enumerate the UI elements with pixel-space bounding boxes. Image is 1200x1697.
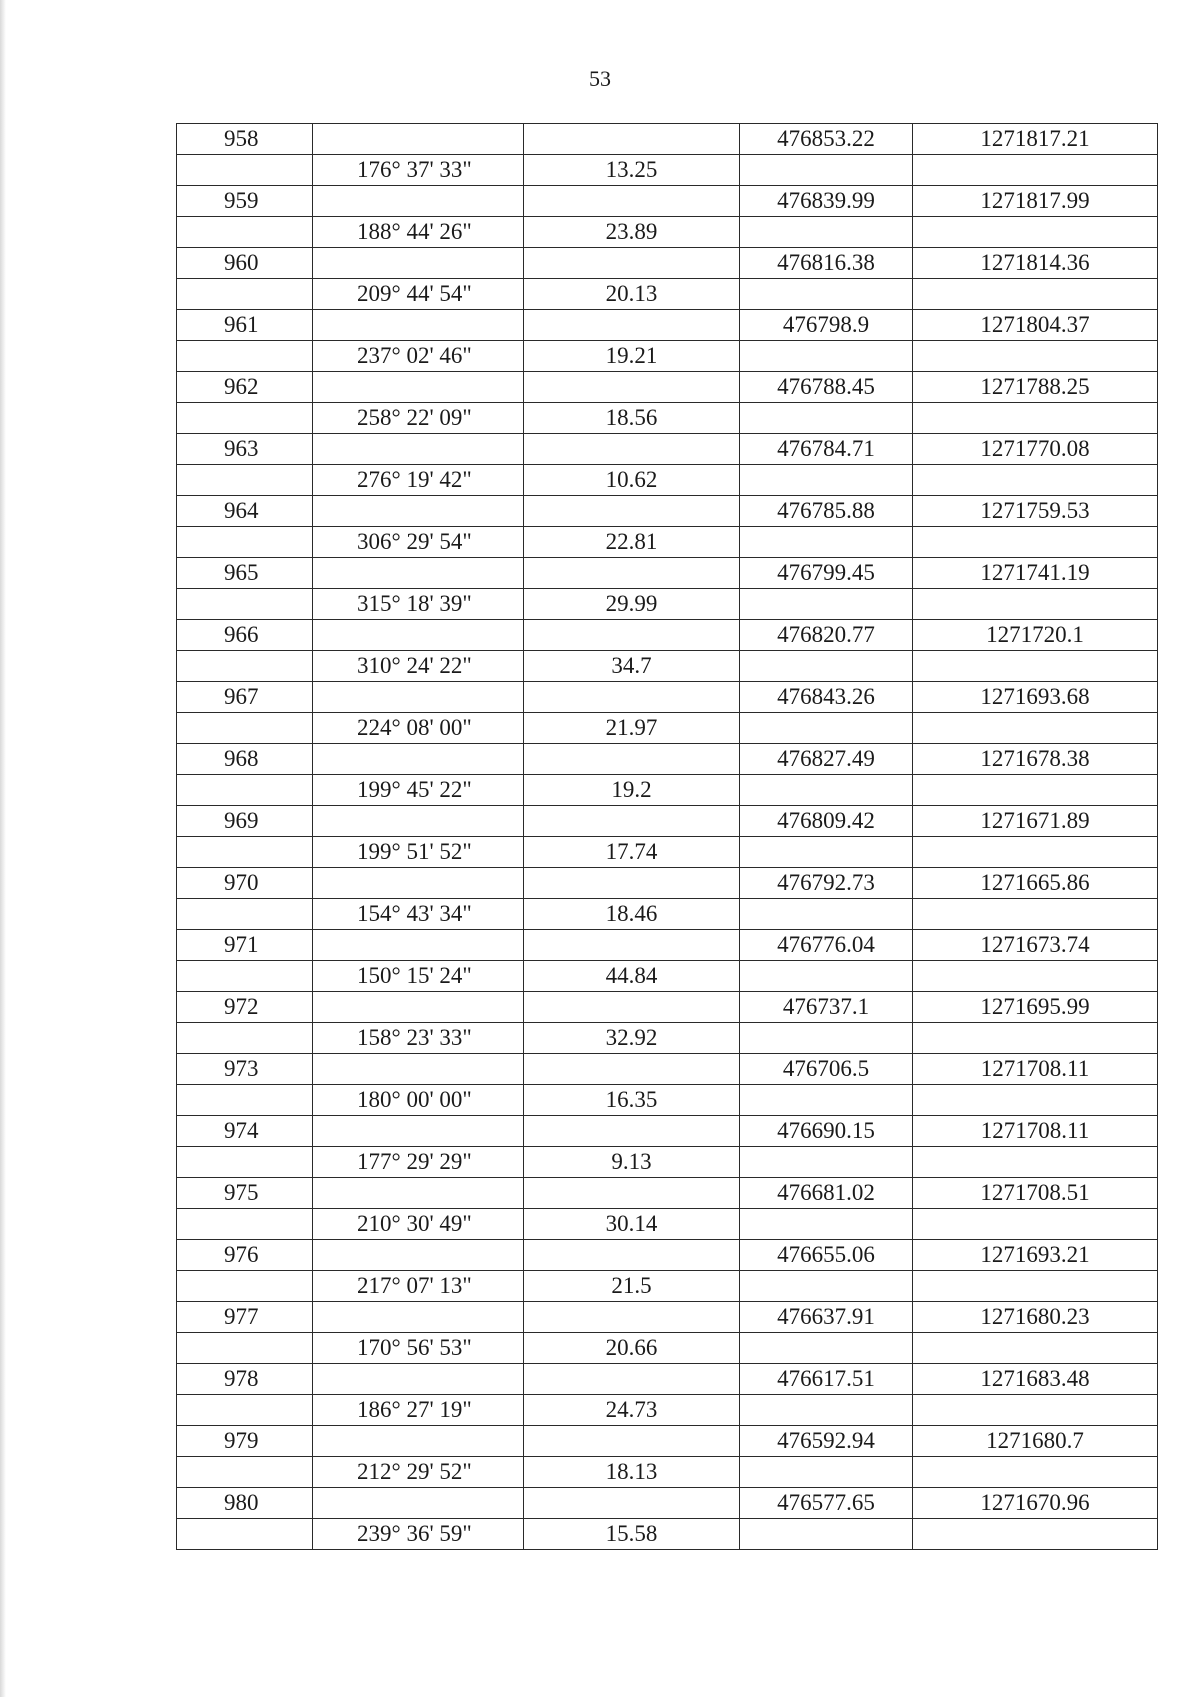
y-coordinate-cell [913, 1457, 1158, 1488]
y-coordinate-cell [913, 837, 1158, 868]
bearing-cell: 188° 44' 26" [313, 217, 524, 248]
point-cell [177, 837, 313, 868]
segment-row [177, 961, 1158, 992]
point-row [177, 1054, 1158, 1085]
bearing-cell: 180° 00' 00" [313, 1085, 524, 1116]
y-coordinate-cell: 1271741.19 [913, 558, 1158, 589]
x-coordinate-cell: 476784.71 [740, 434, 913, 465]
y-coordinate-cell: 1271665.86 [913, 868, 1158, 899]
point-cell: 959 [177, 186, 313, 217]
point-cell: 970 [177, 868, 313, 899]
point-cell: 972 [177, 992, 313, 1023]
bearing-cell [313, 620, 524, 651]
segment-row [177, 1333, 1158, 1364]
point-cell [177, 1333, 313, 1364]
point-cell: 979 [177, 1426, 313, 1457]
point-cell: 975 [177, 1178, 313, 1209]
distance-cell [524, 496, 740, 527]
point-cell: 967 [177, 682, 313, 713]
segment-row [177, 1457, 1158, 1488]
y-coordinate-cell [913, 279, 1158, 310]
x-coordinate-cell: 476690.15 [740, 1116, 913, 1147]
y-coordinate-cell: 1271680.23 [913, 1302, 1158, 1333]
point-row [177, 620, 1158, 651]
bearing-cell [313, 806, 524, 837]
point-row [177, 558, 1158, 589]
point-cell: 964 [177, 496, 313, 527]
bearing-cell: 176° 37' 33" [313, 155, 524, 186]
distance-cell: 20.66 [524, 1333, 740, 1364]
y-coordinate-cell [913, 713, 1158, 744]
point-row [177, 496, 1158, 527]
x-coordinate-cell [740, 1209, 913, 1240]
y-coordinate-cell: 1271817.21 [913, 124, 1158, 155]
bearing-cell [313, 930, 524, 961]
bearing-cell [313, 1178, 524, 1209]
point-row [177, 248, 1158, 279]
bearing-cell: 199° 45' 22" [313, 775, 524, 806]
distance-cell [524, 124, 740, 155]
distance-cell [524, 1116, 740, 1147]
distance-cell [524, 310, 740, 341]
y-coordinate-cell [913, 651, 1158, 682]
point-cell [177, 1519, 313, 1550]
point-cell [177, 713, 313, 744]
x-coordinate-cell: 476809.42 [740, 806, 913, 837]
bearing-cell [313, 558, 524, 589]
segment-row [177, 651, 1158, 682]
y-coordinate-cell [913, 1147, 1158, 1178]
point-cell [177, 1271, 313, 1302]
point-cell [177, 1147, 313, 1178]
x-coordinate-cell [740, 155, 913, 186]
bearing-cell [313, 1116, 524, 1147]
x-coordinate-cell: 476617.51 [740, 1364, 913, 1395]
distance-cell: 30.14 [524, 1209, 740, 1240]
bearing-cell [313, 1240, 524, 1271]
distance-cell [524, 1240, 740, 1271]
bearing-cell [313, 1302, 524, 1333]
y-coordinate-cell [913, 899, 1158, 930]
segment-row [177, 837, 1158, 868]
x-coordinate-cell: 476798.9 [740, 310, 913, 341]
distance-cell [524, 682, 740, 713]
point-cell [177, 651, 313, 682]
x-coordinate-cell: 476792.73 [740, 868, 913, 899]
bearing-cell [313, 310, 524, 341]
x-coordinate-cell [740, 1395, 913, 1426]
bearing-cell [313, 992, 524, 1023]
point-row [177, 682, 1158, 713]
y-coordinate-cell: 1271770.08 [913, 434, 1158, 465]
point-row [177, 1302, 1158, 1333]
point-cell [177, 403, 313, 434]
x-coordinate-cell: 476788.45 [740, 372, 913, 403]
bearing-cell [313, 744, 524, 775]
x-coordinate-cell [740, 527, 913, 558]
x-coordinate-cell [740, 217, 913, 248]
x-coordinate-cell: 476637.91 [740, 1302, 913, 1333]
y-coordinate-cell: 1271708.51 [913, 1178, 1158, 1209]
page-number: 53 [589, 66, 611, 91]
x-coordinate-cell: 476827.49 [740, 744, 913, 775]
x-coordinate-cell [740, 403, 913, 434]
x-coordinate-cell: 476799.45 [740, 558, 913, 589]
y-coordinate-cell: 1271817.99 [913, 186, 1158, 217]
y-coordinate-cell [913, 1271, 1158, 1302]
bearing-cell: 217° 07' 13" [313, 1271, 524, 1302]
x-coordinate-cell: 476820.77 [740, 620, 913, 651]
y-coordinate-cell [913, 403, 1158, 434]
point-row [177, 434, 1158, 465]
x-coordinate-cell [740, 465, 913, 496]
point-cell: 963 [177, 434, 313, 465]
y-coordinate-cell: 1271683.48 [913, 1364, 1158, 1395]
point-cell [177, 527, 313, 558]
segment-row [177, 217, 1158, 248]
distance-cell: 15.58 [524, 1519, 740, 1550]
distance-cell: 32.92 [524, 1023, 740, 1054]
x-coordinate-cell: 476577.65 [740, 1488, 913, 1519]
y-coordinate-cell [913, 527, 1158, 558]
bearing-cell: 170° 56' 53" [313, 1333, 524, 1364]
bearing-cell: 212° 29' 52" [313, 1457, 524, 1488]
point-cell [177, 589, 313, 620]
bearing-cell: 315° 18' 39" [313, 589, 524, 620]
y-coordinate-cell: 1271695.99 [913, 992, 1158, 1023]
y-coordinate-cell [913, 1023, 1158, 1054]
point-cell: 962 [177, 372, 313, 403]
x-coordinate-cell [740, 1085, 913, 1116]
segment-row [177, 589, 1158, 620]
bearing-cell [313, 124, 524, 155]
point-cell [177, 1457, 313, 1488]
distance-cell: 29.99 [524, 589, 740, 620]
y-coordinate-cell [913, 961, 1158, 992]
point-row [177, 1116, 1158, 1147]
segment-row [177, 403, 1158, 434]
distance-cell: 18.13 [524, 1457, 740, 1488]
distance-cell: 19.2 [524, 775, 740, 806]
y-coordinate-cell: 1271680.7 [913, 1426, 1158, 1457]
distance-cell: 21.97 [524, 713, 740, 744]
segment-row [177, 1519, 1158, 1550]
distance-cell: 9.13 [524, 1147, 740, 1178]
distance-cell: 19.21 [524, 341, 740, 372]
distance-cell: 18.46 [524, 899, 740, 930]
point-cell: 969 [177, 806, 313, 837]
point-cell [177, 899, 313, 930]
point-cell: 958 [177, 124, 313, 155]
y-coordinate-cell: 1271708.11 [913, 1054, 1158, 1085]
y-coordinate-cell [913, 1209, 1158, 1240]
point-row [177, 1488, 1158, 1519]
x-coordinate-cell [740, 1023, 913, 1054]
segment-row [177, 1147, 1158, 1178]
distance-cell: 21.5 [524, 1271, 740, 1302]
distance-cell: 10.62 [524, 465, 740, 496]
x-coordinate-cell: 476706.5 [740, 1054, 913, 1085]
y-coordinate-cell: 1271671.89 [913, 806, 1158, 837]
point-cell [177, 1395, 313, 1426]
bearing-cell [313, 1426, 524, 1457]
x-coordinate-cell: 476655.06 [740, 1240, 913, 1271]
point-cell [177, 961, 313, 992]
distance-cell: 17.74 [524, 837, 740, 868]
x-coordinate-cell: 476737.1 [740, 992, 913, 1023]
point-cell: 966 [177, 620, 313, 651]
x-coordinate-cell [740, 341, 913, 372]
point-cell: 960 [177, 248, 313, 279]
x-coordinate-cell: 476776.04 [740, 930, 913, 961]
point-cell [177, 341, 313, 372]
x-coordinate-cell [740, 713, 913, 744]
segment-row [177, 279, 1158, 310]
x-coordinate-cell: 476785.88 [740, 496, 913, 527]
x-coordinate-cell [740, 775, 913, 806]
x-coordinate-cell: 476853.22 [740, 124, 913, 155]
y-coordinate-cell [913, 341, 1158, 372]
point-cell: 961 [177, 310, 313, 341]
bearing-cell: 150° 15' 24" [313, 961, 524, 992]
point-cell [177, 775, 313, 806]
segment-row [177, 713, 1158, 744]
segment-row [177, 341, 1158, 372]
distance-cell [524, 1054, 740, 1085]
distance-cell [524, 186, 740, 217]
distance-cell: 18.56 [524, 403, 740, 434]
distance-cell [524, 1426, 740, 1457]
x-coordinate-cell: 476816.38 [740, 248, 913, 279]
y-coordinate-cell: 1271788.25 [913, 372, 1158, 403]
x-coordinate-cell [740, 961, 913, 992]
x-coordinate-cell [740, 1333, 913, 1364]
y-coordinate-cell [913, 589, 1158, 620]
point-row [177, 930, 1158, 961]
segment-row [177, 775, 1158, 806]
table-body [177, 124, 1158, 1550]
x-coordinate-cell: 476839.99 [740, 186, 913, 217]
bearing-cell: 177° 29' 29" [313, 1147, 524, 1178]
point-row [177, 1240, 1158, 1271]
point-row [177, 992, 1158, 1023]
distance-cell [524, 930, 740, 961]
point-row [177, 372, 1158, 403]
distance-cell: 24.73 [524, 1395, 740, 1426]
bearing-cell [313, 248, 524, 279]
point-cell [177, 155, 313, 186]
bearing-cell: 306° 29' 54" [313, 527, 524, 558]
segment-row [177, 1085, 1158, 1116]
bearing-cell [313, 1364, 524, 1395]
point-cell: 965 [177, 558, 313, 589]
x-coordinate-cell [740, 279, 913, 310]
point-cell: 974 [177, 1116, 313, 1147]
bearing-cell [313, 186, 524, 217]
y-coordinate-cell: 1271720.1 [913, 620, 1158, 651]
distance-cell [524, 434, 740, 465]
bearing-cell: 258° 22' 09" [313, 403, 524, 434]
bearing-cell: 186° 27' 19" [313, 1395, 524, 1426]
survey-coordinates-table [176, 123, 1158, 1550]
segment-row [177, 465, 1158, 496]
point-row [177, 744, 1158, 775]
bearing-cell [313, 868, 524, 899]
point-row [177, 186, 1158, 217]
scan-edge-shadow [0, 0, 6, 1697]
point-row [177, 1364, 1158, 1395]
distance-cell [524, 1364, 740, 1395]
y-coordinate-cell: 1271814.36 [913, 248, 1158, 279]
point-row [177, 124, 1158, 155]
point-cell: 976 [177, 1240, 313, 1271]
point-cell: 977 [177, 1302, 313, 1333]
bearing-cell [313, 1054, 524, 1085]
y-coordinate-cell: 1271693.21 [913, 1240, 1158, 1271]
bearing-cell: 237° 02' 46" [313, 341, 524, 372]
x-coordinate-cell: 476843.26 [740, 682, 913, 713]
x-coordinate-cell [740, 589, 913, 620]
x-coordinate-cell: 476592.94 [740, 1426, 913, 1457]
segment-row [177, 1395, 1158, 1426]
bearing-cell: 158° 23' 33" [313, 1023, 524, 1054]
point-cell: 973 [177, 1054, 313, 1085]
y-coordinate-cell [913, 465, 1158, 496]
point-cell [177, 279, 313, 310]
y-coordinate-cell: 1271708.11 [913, 1116, 1158, 1147]
distance-cell: 23.89 [524, 217, 740, 248]
y-coordinate-cell: 1271673.74 [913, 930, 1158, 961]
bearing-cell: 310° 24' 22" [313, 651, 524, 682]
point-cell: 968 [177, 744, 313, 775]
y-coordinate-cell [913, 1333, 1158, 1364]
bearing-cell: 199° 51' 52" [313, 837, 524, 868]
bearing-cell: 224° 08' 00" [313, 713, 524, 744]
segment-row [177, 155, 1158, 186]
y-coordinate-cell [913, 1519, 1158, 1550]
distance-cell: 13.25 [524, 155, 740, 186]
point-row [177, 1178, 1158, 1209]
distance-cell [524, 248, 740, 279]
distance-cell [524, 1488, 740, 1519]
y-coordinate-cell: 1271678.38 [913, 744, 1158, 775]
x-coordinate-cell [740, 1271, 913, 1302]
point-row [177, 310, 1158, 341]
bearing-cell [313, 682, 524, 713]
point-cell [177, 1023, 313, 1054]
distance-cell [524, 372, 740, 403]
point-row [177, 1426, 1158, 1457]
bearing-cell [313, 496, 524, 527]
bearing-cell [313, 372, 524, 403]
y-coordinate-cell: 1271759.53 [913, 496, 1158, 527]
point-cell [177, 1209, 313, 1240]
y-coordinate-cell [913, 155, 1158, 186]
y-coordinate-cell: 1271693.68 [913, 682, 1158, 713]
point-cell: 978 [177, 1364, 313, 1395]
point-cell [177, 1085, 313, 1116]
bearing-cell: 210° 30' 49" [313, 1209, 524, 1240]
segment-row [177, 1023, 1158, 1054]
segment-row [177, 1209, 1158, 1240]
y-coordinate-cell [913, 217, 1158, 248]
distance-cell: 44.84 [524, 961, 740, 992]
distance-cell [524, 1178, 740, 1209]
bearing-cell: 276° 19' 42" [313, 465, 524, 496]
x-coordinate-cell [740, 1457, 913, 1488]
bearing-cell: 239° 36' 59" [313, 1519, 524, 1550]
segment-row [177, 899, 1158, 930]
y-coordinate-cell: 1271804.37 [913, 310, 1158, 341]
x-coordinate-cell: 476681.02 [740, 1178, 913, 1209]
distance-cell [524, 992, 740, 1023]
distance-cell [524, 868, 740, 899]
x-coordinate-cell [740, 837, 913, 868]
y-coordinate-cell [913, 775, 1158, 806]
distance-cell [524, 744, 740, 775]
point-row [177, 868, 1158, 899]
distance-cell: 16.35 [524, 1085, 740, 1116]
x-coordinate-cell [740, 1519, 913, 1550]
point-cell: 971 [177, 930, 313, 961]
distance-cell [524, 620, 740, 651]
point-cell [177, 465, 313, 496]
bearing-cell: 154° 43' 34" [313, 899, 524, 930]
distance-cell: 34.7 [524, 651, 740, 682]
point-cell: 980 [177, 1488, 313, 1519]
point-row [177, 806, 1158, 837]
bearing-cell [313, 1488, 524, 1519]
y-coordinate-cell [913, 1395, 1158, 1426]
distance-cell: 22.81 [524, 527, 740, 558]
y-coordinate-cell [913, 1085, 1158, 1116]
distance-cell [524, 806, 740, 837]
distance-cell: 20.13 [524, 279, 740, 310]
bearing-cell [313, 434, 524, 465]
distance-cell [524, 558, 740, 589]
x-coordinate-cell [740, 899, 913, 930]
y-coordinate-cell: 1271670.96 [913, 1488, 1158, 1519]
segment-row [177, 1271, 1158, 1302]
segment-row [177, 527, 1158, 558]
x-coordinate-cell [740, 651, 913, 682]
bearing-cell: 209° 44' 54" [313, 279, 524, 310]
x-coordinate-cell [740, 1147, 913, 1178]
distance-cell [524, 1302, 740, 1333]
point-cell [177, 217, 313, 248]
